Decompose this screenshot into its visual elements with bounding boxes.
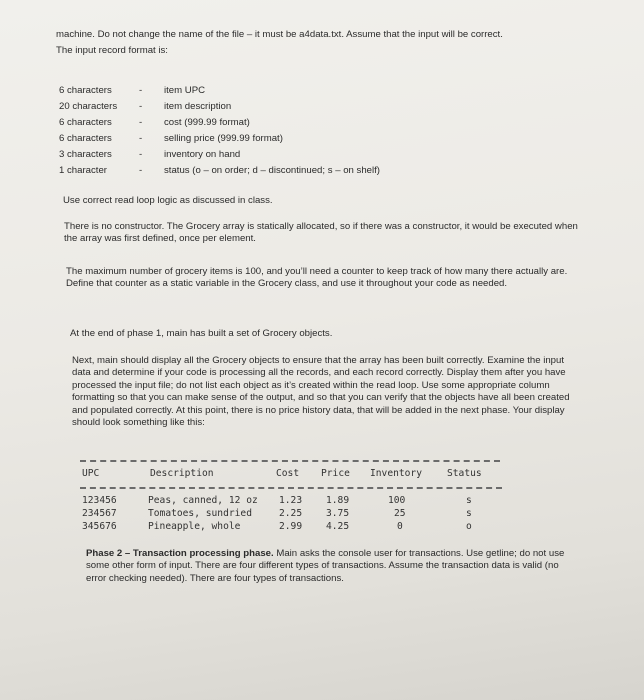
cell-price: 3.75	[326, 508, 350, 519]
cell-cost: 2.25	[279, 508, 303, 519]
phase2-heading: Phase 2 – Transaction processing phase.	[86, 548, 274, 559]
cell-status: s	[466, 495, 472, 506]
cell-inventory: 25	[394, 508, 406, 519]
cell-status: o	[466, 521, 472, 532]
format-field: item UPC	[164, 85, 206, 96]
intro-line-2: The input record format is:	[56, 45, 168, 56]
format-size: 6 characters	[59, 85, 112, 96]
format-dash: -	[139, 133, 143, 144]
paragraph-constructor: There is no constructor. The Grocery array is statically allocated, so if there was a constructor, it would be executed when the array was first defined, once per element.	[64, 221, 578, 245]
table-header-rule	[80, 487, 502, 489]
format-size: 3 characters	[59, 149, 112, 160]
cell-description: Pineapple, whole	[148, 521, 241, 532]
phase2-paragraph	[86, 548, 580, 585]
cell-upc: 123456	[82, 495, 117, 506]
header-status: Status	[447, 468, 482, 479]
table-top-rule	[80, 460, 500, 462]
header-inventory: Inventory	[370, 468, 422, 479]
format-dash: -	[139, 149, 143, 160]
format-field: inventory on hand	[164, 149, 241, 160]
phase2-body: Main asks the console user for transactions. Use getline; do not use some other form of input. There are four different types of transactions. Assume the transaction data is valid (no error checking needed). There are four types of transactions.	[86, 548, 565, 584]
format-dash: -	[139, 101, 143, 112]
cell-price: 1.89	[326, 495, 350, 506]
paragraph-counter: The maximum number of grocery items is 100, and you’ll need a counter to keep track of how many there actually are. Define that counter as a static variable in the Grocery class, and use it throughout your code as needed.	[66, 266, 568, 290]
format-size: 6 characters	[59, 133, 112, 144]
cell-upc: 234567	[82, 508, 117, 519]
format-dash: -	[139, 117, 143, 128]
cell-cost: 1.23	[279, 495, 303, 506]
header-upc: UPC	[82, 468, 100, 479]
paragraph-phase1-end: At the end of phase 1, main has built a set of Grocery objects.	[70, 328, 333, 339]
intro-line-1: machine. Do not change the name of the file – it must be a4data.txt. Assume that the input will be correct.	[56, 29, 503, 40]
format-dash: -	[139, 165, 143, 176]
header-description: Description	[150, 468, 214, 479]
cell-description: Tomatoes, sundried	[148, 508, 252, 519]
paragraph-read-loop: Use correct read loop logic as discussed in class.	[63, 195, 273, 206]
cell-status: s	[466, 508, 472, 519]
cell-price: 4.25	[326, 521, 350, 532]
cell-description: Peas, canned, 12 oz	[148, 495, 258, 506]
format-field: cost (999.99 format)	[164, 117, 250, 128]
cell-inventory: 100	[388, 495, 406, 506]
format-field: status (o – on order; d – discontinued; s – on shelf)	[164, 165, 380, 176]
format-field: selling price (999.99 format)	[164, 133, 283, 144]
format-field: item description	[164, 101, 232, 112]
format-dash: -	[139, 85, 143, 96]
paragraph-display: Next, main should display all the Grocery objects to ensure that the array has been built correctly. Examine the input data and determine if your code is processing all the records, and each record correctly. Display them after you have processed the input file; do not list each object as it’s created within the read loop. Use some appropriate column formatting so that you can make sense of the output, and so that you can verify that the objects have all been created and populated correctly. At this point, there is no price history data, that will be added in the next phase. Your display should look something like this:	[72, 355, 570, 429]
header-price: Price	[321, 468, 350, 479]
format-size: 6 characters	[59, 117, 112, 128]
cell-upc: 345676	[82, 521, 117, 532]
format-size: 1 character	[59, 165, 107, 176]
format-size: 20 characters	[59, 101, 118, 112]
header-cost: Cost	[276, 468, 300, 479]
cell-cost: 2.99	[279, 521, 303, 532]
cell-inventory: 0	[397, 521, 403, 532]
